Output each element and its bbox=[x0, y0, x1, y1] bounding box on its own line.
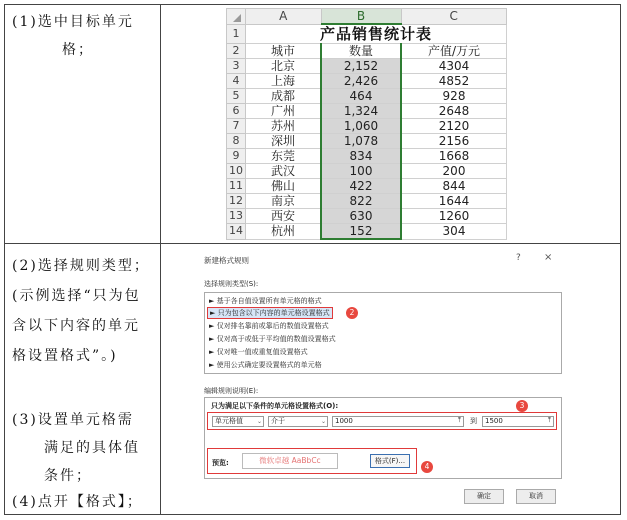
cell-value[interactable]: 928 bbox=[401, 89, 507, 104]
column-header-c[interactable]: C bbox=[401, 9, 507, 25]
cell-city[interactable]: 苏州 bbox=[246, 119, 322, 134]
preview-label: 预览: bbox=[212, 459, 229, 467]
step1-line2: 格； bbox=[62, 42, 94, 58]
row-number[interactable]: 3 bbox=[227, 59, 246, 74]
cell-value[interactable]: 4852 bbox=[401, 74, 507, 89]
collapse-dialog-icon[interactable]: ⤒ bbox=[457, 416, 461, 424]
cell-qty[interactable]: 422 bbox=[321, 179, 401, 194]
cell-qty[interactable]: 464 bbox=[321, 89, 401, 104]
row-divider bbox=[4, 243, 621, 244]
new-format-rule-dialog bbox=[198, 249, 564, 509]
step3-line2: 满足的具体值 bbox=[44, 440, 140, 456]
cell-city[interactable]: 南京 bbox=[246, 194, 322, 209]
value-to-input[interactable] bbox=[482, 416, 554, 427]
spreadsheet bbox=[226, 8, 507, 240]
cell-value[interactable]: 1644 bbox=[401, 194, 507, 209]
row-number[interactable]: 11 bbox=[227, 179, 246, 194]
value-from-text: 1000 bbox=[335, 417, 353, 425]
rule-item-formula[interactable]: ► 使用公式确定要设置格式的单元格 bbox=[209, 361, 322, 369]
cell-city[interactable]: 武汉 bbox=[246, 164, 322, 179]
condition-row bbox=[207, 412, 557, 430]
table-row bbox=[227, 134, 507, 149]
edit-rule-desc-label: 编辑规则说明(E): bbox=[204, 387, 259, 395]
select-all-corner[interactable] bbox=[227, 9, 246, 25]
rule-item-contains[interactable]: ► 只为包含以下内容的单元格设置格式 bbox=[207, 307, 333, 319]
cell-qty[interactable]: 822 bbox=[321, 194, 401, 209]
rule-item-all-cells[interactable]: ► 基于各自值设置所有单元格的格式 bbox=[209, 297, 322, 305]
table-row bbox=[227, 224, 507, 240]
cell-city[interactable]: 西安 bbox=[246, 209, 322, 224]
row-number[interactable]: 2 bbox=[227, 44, 246, 59]
cell-value[interactable]: 2648 bbox=[401, 104, 507, 119]
collapse-dialog-icon[interactable]: ⤒ bbox=[547, 416, 551, 424]
step-badge-4: 4 bbox=[421, 461, 433, 473]
preview-area bbox=[207, 448, 417, 474]
cell-value[interactable]: 304 bbox=[401, 224, 507, 240]
rule-item-top-bottom[interactable]: ► 仅对排名靠前或靠后的数值设置格式 bbox=[209, 322, 329, 330]
rule-description-box bbox=[204, 397, 562, 479]
preview-sample: 微软卓越 AaBbCc bbox=[242, 453, 338, 469]
cell-value[interactable]: 2156 bbox=[401, 134, 507, 149]
row-number[interactable]: 4 bbox=[227, 74, 246, 89]
cell-city[interactable]: 成都 bbox=[246, 89, 322, 104]
column-divider bbox=[160, 4, 161, 515]
format-button[interactable]: 格式(F)... bbox=[370, 454, 410, 468]
rule-type-list[interactable] bbox=[204, 292, 562, 374]
rule-item-above-below-average[interactable]: ► 仅对高于或低于平均值的数值设置格式 bbox=[209, 335, 336, 343]
cell-value-select[interactable] bbox=[212, 416, 264, 427]
cell-value[interactable]: 1668 bbox=[401, 149, 507, 164]
cell-city[interactable]: 杭州 bbox=[246, 224, 322, 240]
operator-select-label: 介于 bbox=[271, 417, 285, 425]
column-header-a[interactable]: A bbox=[246, 9, 322, 25]
row-number[interactable]: 9 bbox=[227, 149, 246, 164]
rule-item-unique-duplicate[interactable]: ► 仅对唯一值或重复值设置格式 bbox=[209, 348, 308, 356]
row-number[interactable]: 6 bbox=[227, 104, 246, 119]
sheet-title[interactable]: 产品销售统计表 bbox=[246, 24, 507, 44]
cell-value[interactable]: 200 bbox=[401, 164, 507, 179]
step-badge-2: 2 bbox=[346, 307, 358, 319]
table-row bbox=[227, 74, 507, 89]
cell-value[interactable]: 844 bbox=[401, 179, 507, 194]
value-to-text: 1500 bbox=[485, 417, 503, 425]
column-header-b[interactable]: B bbox=[321, 9, 401, 25]
row-number[interactable]: 8 bbox=[227, 134, 246, 149]
table-row bbox=[227, 59, 507, 74]
step2-line1: (2)选择规则类型； bbox=[12, 258, 150, 274]
ok-button[interactable]: 确定 bbox=[464, 489, 504, 504]
row-number[interactable]: 7 bbox=[227, 119, 246, 134]
cell-qty[interactable]: 1,078 bbox=[321, 134, 401, 149]
cell-value-select-label: 单元格值 bbox=[215, 417, 243, 425]
chevron-down-icon: ⌄ bbox=[320, 418, 326, 425]
cell-qty[interactable]: 1,060 bbox=[321, 119, 401, 134]
chevron-down-icon: ⌄ bbox=[256, 418, 262, 425]
table-row bbox=[227, 179, 507, 194]
cell-value[interactable]: 4304 bbox=[401, 59, 507, 74]
cancel-button[interactable]: 取消 bbox=[516, 489, 556, 504]
dialog-title: 新建格式规则 bbox=[204, 256, 249, 265]
step3-line1: (3)设置单元格需 bbox=[12, 412, 134, 428]
condition-label: 只为满足以下条件的单元格设置格式(O): bbox=[211, 402, 339, 410]
cell-city[interactable]: 北京 bbox=[246, 59, 322, 74]
step3-line3: 条件； bbox=[44, 468, 92, 484]
cell-qty[interactable]: 834 bbox=[321, 149, 401, 164]
cell-qty[interactable]: 1,324 bbox=[321, 104, 401, 119]
cell-city[interactable]: 上海 bbox=[246, 74, 322, 89]
table-row bbox=[227, 209, 507, 224]
step2-line3: 含以下内容的单元 bbox=[12, 318, 140, 334]
row-number[interactable]: 12 bbox=[227, 194, 246, 209]
header-city[interactable]: 城市 bbox=[246, 44, 322, 59]
value-from-input[interactable] bbox=[332, 416, 464, 427]
step-badge-3: 3 bbox=[516, 400, 528, 412]
table-row bbox=[227, 89, 507, 104]
table-row bbox=[227, 149, 507, 164]
row-number[interactable]: 1 bbox=[227, 24, 246, 44]
cell-city[interactable]: 东莞 bbox=[246, 149, 322, 164]
step2-line2: (示例选择“只为包 bbox=[12, 288, 141, 304]
cell-qty[interactable]: 2,152 bbox=[321, 59, 401, 74]
cell-qty[interactable]: 100 bbox=[321, 164, 401, 179]
step4-line1: (4)点开【格式】； bbox=[12, 494, 143, 510]
operator-select[interactable] bbox=[268, 416, 328, 427]
cell-city[interactable]: 广州 bbox=[246, 104, 322, 119]
cell-qty[interactable]: 152 bbox=[321, 224, 401, 240]
row-number[interactable]: 13 bbox=[227, 209, 246, 224]
table-row bbox=[227, 104, 507, 119]
row-number[interactable]: 10 bbox=[227, 164, 246, 179]
table-row bbox=[227, 119, 507, 134]
cell-qty[interactable]: 630 bbox=[321, 209, 401, 224]
cell-value[interactable]: 2120 bbox=[401, 119, 507, 134]
step1-line1: (1)选中目标单元 bbox=[12, 14, 134, 30]
cell-value[interactable]: 1260 bbox=[401, 209, 507, 224]
table-row bbox=[227, 194, 507, 209]
step2-line4: 格设置格式”。) bbox=[12, 348, 118, 364]
close-icon[interactable]: × bbox=[544, 252, 553, 263]
to-label: 到 bbox=[470, 417, 477, 425]
row-number[interactable]: 5 bbox=[227, 89, 246, 104]
help-icon[interactable]: ? bbox=[516, 253, 521, 263]
cell-city[interactable]: 佛山 bbox=[246, 179, 322, 194]
header-qty[interactable]: 数量 bbox=[321, 44, 401, 59]
row-number[interactable]: 14 bbox=[227, 224, 246, 240]
table-row bbox=[227, 164, 507, 179]
cell-qty[interactable]: 2,426 bbox=[321, 74, 401, 89]
cell-city[interactable]: 深圳 bbox=[246, 134, 322, 149]
select-rule-type-label: 选择规则类型(S): bbox=[204, 280, 259, 288]
header-value[interactable]: 产值/万元 bbox=[401, 44, 507, 59]
